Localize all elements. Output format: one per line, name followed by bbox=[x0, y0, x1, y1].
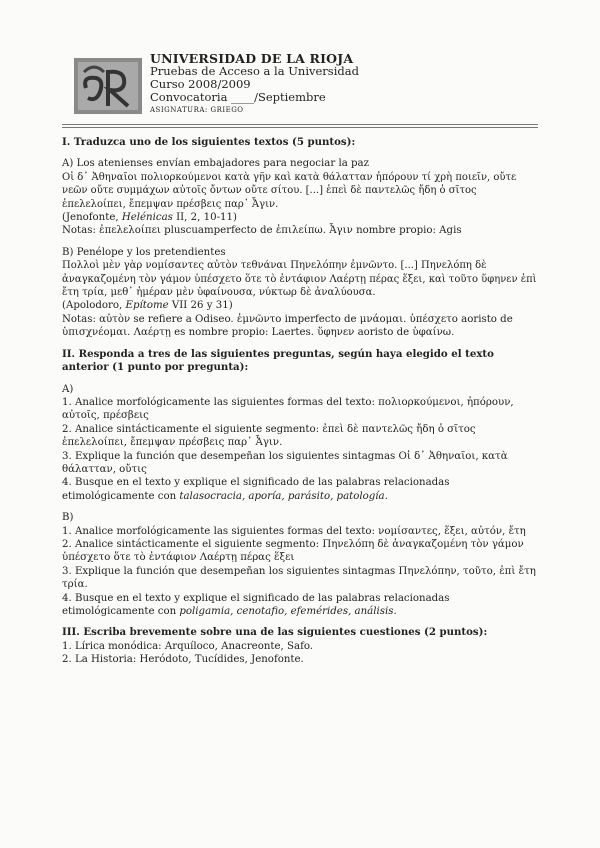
text-b-greek: Πολλοὶ μὲν γὰρ νομίσαντες αὐτὸν τεθνάναι Πηνελόπην ἐμνῶντο. [...] Πηνελόπη δὲ ἀναγκαζομένη τὸν γάμον ὑπέσχετο ὅτε τὸ ἐντάφιον Λαέρτῃ πέρας ἕξει, καὶ τοῦτο ὕφηνεν ἐπὶ ἔτη τρία, μεθ᾽ ἡμέραν μὲν ὑφαίνουσα, νύκτωρ δὲ ἀναλύουσα. bbox=[62, 260, 537, 299]
question-a1: 1. Analice morfológicamente las siguientes formas del texto: πολιορκούμενοι, ἠπόρουν, αὐτοῖς, πρέσβεις bbox=[62, 396, 514, 422]
section-3-item-2: 2. La Historia: Heródoto, Tucídides, Jenofonte. bbox=[62, 654, 304, 666]
text-b-title: B) Penélope y los pretendientes bbox=[62, 246, 226, 258]
questions-b-label: B) bbox=[62, 512, 74, 524]
text-a-source: (Jenofonte, Helénicas II, 2, 10-11) bbox=[62, 212, 237, 224]
question-b1: 1. Analice morfológicamente las siguientes formas del texto: νομίσαντες, ἕξει, αὐτόν, ἔτη bbox=[62, 525, 526, 537]
university-name: UNIVERSIDAD DE LA RIOJA bbox=[150, 51, 354, 66]
question-a2: 2. Analice sintácticamente el siguiente segmento: ἐπεὶ δὲ παντελῶς ἤδη ὁ σῖτος ἐπελελοίπει, ἔπεμψαν πρέσβεις παρ᾽ Ἆγιν. bbox=[62, 423, 476, 449]
course-year: Curso 2008/2009 bbox=[150, 77, 251, 91]
exam-header bbox=[150, 52, 359, 117]
text-b-source: (Apolodoro, Epítome VII 26 y 31) bbox=[62, 300, 233, 312]
exam-type: Pruebas de Acceso a la Universidad bbox=[150, 64, 359, 78]
section-3-title: III. Escriba brevemente sobre una de las siguientes cuestiones (2 puntos): bbox=[62, 626, 488, 639]
question-b2: 2. Analice sintácticamente el siguiente segmento: Πηνελόπη δὲ ἀναγκαζομένη τὸν γάμον ὑπέσχετο ὅτε τὸ ἐντάφιον Λαέρτῃ πέρας ἕξει bbox=[62, 538, 524, 564]
text-b-notes: Notas: αὐτὸν se refiere a Odiseo. ἐμνῶντο imperfecto de μνάομαι. ὑπέσχετο aoristo de ὑπισχνέομαι. Λαέρτῃ es nombre propio: Laertes. ὕφηνεν aoristo de ὑφαίνω. bbox=[62, 313, 513, 339]
questions-a-label: A) bbox=[62, 383, 74, 395]
exam-content bbox=[62, 136, 538, 667]
question-a3: 3. Explique la función que desempeñan los siguientes sintagmas Οἱ δ᾽ Ἀθηναῖοι, κατὰ θάλατταν, οὔτις bbox=[62, 450, 508, 475]
text-a-greek: Οἱ δ᾽ Ἀθηναῖοι πολιορκούμενοι κατὰ γῆν καὶ κατὰ θάλατταν ἠπόρουν τί χρὴ ποιεῖν, οὔτε νεῶν οὔτε συμμάχων αὐτοῖς ὄντων οὔτε σίτου. [...] ἐπεὶ δὲ παντελῶς ἤδη ὁ σῖτος ἐπελελοίπει, ἔπεμψαν πρέσβεις παρ᾽ Ἆγιν. bbox=[62, 171, 517, 210]
convocatoria: Convocatoria ____/Septiembre bbox=[150, 90, 326, 104]
subject: ASIGNATURA: GRIEGO bbox=[150, 106, 244, 114]
question-b3: 3. Explique la función que desempeñan los siguientes sintagmas Πηνελόπην, τοῦτο, ἐπὶ ἔτη τρία. bbox=[62, 565, 536, 591]
section-3-item-1: 1. Lírica monódica: Arquíloco, Anacreonte, Safo. bbox=[62, 640, 314, 652]
university-logo-icon bbox=[74, 58, 142, 114]
question-b4: 4. Busque en el texto y explique el significado de las palabras relacionadas etimológicamente con poligamia, cenotafio, efemérides, análisis. bbox=[62, 592, 450, 617]
section-1-title: I. Traduzca uno de los siguientes textos (5 puntos): bbox=[62, 136, 356, 148]
text-a-title: A) Los atenienses envían embajadores para negociar la paz bbox=[62, 158, 369, 170]
header-divider-bottom bbox=[62, 127, 538, 128]
text-a-notes: Notas: ἐπελελοίπει pluscuamperfecto de ἐπιλείπω. Ἆγιν nombre propio: Agis bbox=[62, 225, 462, 237]
section-2-title: II. Responda a tres de las siguientes preguntas, según haya elegido el texto anterior (1 punto por pregunta): bbox=[62, 347, 494, 374]
question-a4: 4. Busque en el texto y explique el significado de las palabras relacionadas etimológicamente con talasocracia, aporía, parásito, patología. bbox=[62, 477, 450, 502]
header-divider-top bbox=[62, 124, 538, 125]
